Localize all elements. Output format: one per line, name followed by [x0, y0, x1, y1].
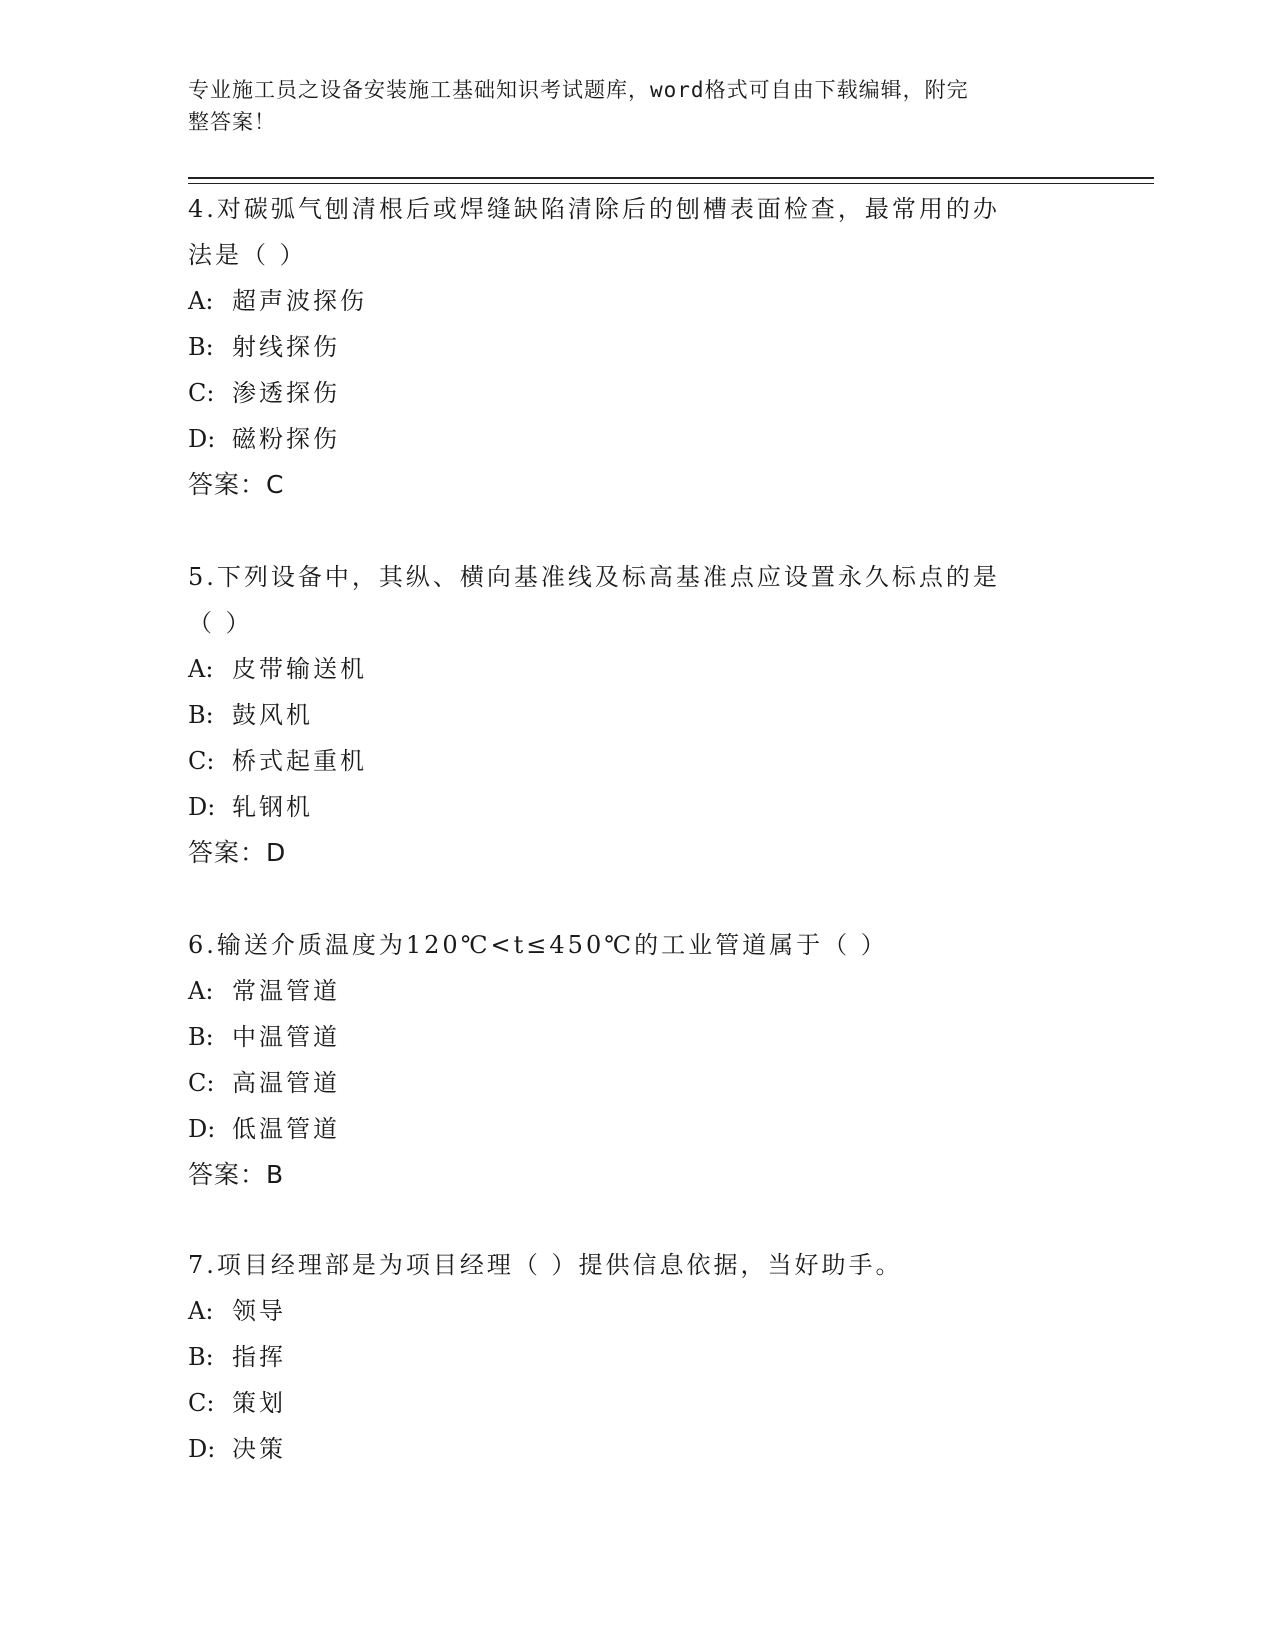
answer-line: 答案：C	[188, 470, 285, 499]
option-label: D:	[188, 425, 216, 453]
option-label: D:	[188, 1115, 216, 1143]
question-7	[188, 1242, 1068, 1472]
option-b	[188, 1014, 1068, 1060]
option-label: A:	[188, 655, 214, 683]
option-label: D:	[188, 793, 216, 821]
option-text: 决策	[232, 1435, 286, 1463]
answer-line: 答案：D	[188, 838, 287, 867]
option-text: 策划	[232, 1389, 286, 1417]
option-d	[188, 1426, 1068, 1472]
option-text: 指挥	[232, 1343, 286, 1371]
option-text: 中温管道	[232, 1023, 340, 1051]
header-line-1: 专业施工员之设备安装施工基础知识考试题库，word格式可自由下载编辑，附完	[188, 78, 969, 102]
option-a	[188, 646, 1068, 692]
question-4	[188, 186, 1068, 508]
option-d	[188, 784, 1068, 830]
header-line-2: 整答案！	[188, 110, 276, 134]
document-header	[188, 74, 1068, 138]
option-b	[188, 692, 1068, 738]
option-text: 超声波探伤	[232, 287, 367, 315]
option-label: B:	[188, 701, 214, 729]
header-divider-thick	[188, 177, 1154, 179]
question-text-line-1: 4.对碳弧气刨清根后或焊缝缺陷清除后的刨槽表面检查，最常用的办	[188, 195, 1000, 223]
option-label: D:	[188, 1435, 216, 1463]
option-label: A:	[188, 977, 214, 1005]
option-text: 领导	[232, 1297, 286, 1325]
option-label: B:	[188, 1023, 214, 1051]
option-text: 轧钢机	[232, 793, 313, 821]
question-5	[188, 554, 1068, 876]
option-label: B:	[188, 1343, 214, 1371]
option-a	[188, 278, 1068, 324]
option-c	[188, 1380, 1068, 1426]
question-6	[188, 922, 1068, 1198]
option-d	[188, 1106, 1068, 1152]
question-text-line-2: （ ）	[188, 609, 253, 637]
option-text: 磁粉探伤	[232, 425, 340, 453]
header-divider-thin	[188, 183, 1154, 184]
option-text: 皮带输送机	[232, 655, 367, 683]
option-c	[188, 370, 1068, 416]
option-label: A:	[188, 1297, 214, 1325]
option-a	[188, 1288, 1068, 1334]
option-b	[188, 1334, 1068, 1380]
option-d	[188, 416, 1068, 462]
option-c	[188, 738, 1068, 784]
question-text-line-1: 5.下列设备中，其纵、横向基准线及标高基准点应设置永久标点的是	[188, 563, 1000, 591]
option-text: 鼓风机	[232, 701, 313, 729]
option-label: C:	[188, 747, 215, 775]
question-text-line-1: 7.项目经理部是为项目经理（ ）提供信息依据，当好助手。	[188, 1251, 903, 1279]
option-text: 高温管道	[232, 1069, 340, 1097]
option-text: 桥式起重机	[232, 747, 367, 775]
option-text: 渗透探伤	[232, 379, 340, 407]
answer-line: 答案：B	[188, 1160, 285, 1189]
option-label: C:	[188, 1069, 215, 1097]
option-text: 常温管道	[232, 977, 340, 1005]
option-text: 低温管道	[232, 1115, 340, 1143]
option-text: 射线探伤	[232, 333, 340, 361]
option-label: B:	[188, 333, 214, 361]
option-label: C:	[188, 379, 215, 407]
question-text-line-1: 6.输送介质温度为120℃<t≤450℃的工业管道属于（ ）	[188, 931, 888, 959]
option-label: A:	[188, 287, 214, 315]
option-label: C:	[188, 1389, 215, 1417]
option-b	[188, 324, 1068, 370]
option-c	[188, 1060, 1068, 1106]
option-a	[188, 968, 1068, 1014]
question-text-line-2: 法是（ ）	[188, 241, 307, 269]
